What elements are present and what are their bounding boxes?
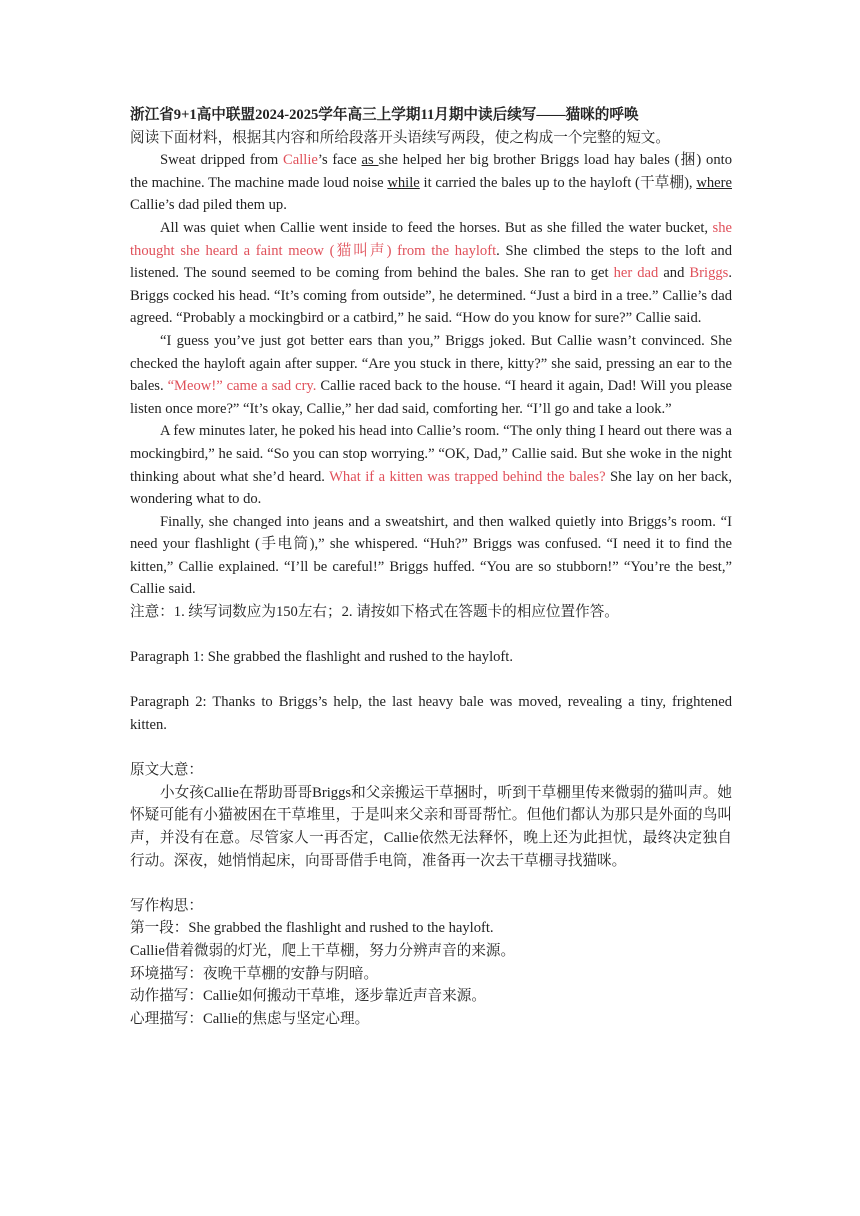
highlight-briggs: Briggs <box>689 265 729 282</box>
highlight-her-dad: her dad <box>613 265 659 282</box>
text-run: . She climbed the steps to the loft and listened. The sound seemed to be coming from behind the bales. She ran to get <box>130 242 732 282</box>
text-run: She lay on her back, wondering what to do. <box>130 468 732 508</box>
note: 注意：1. 续写词数应为150左右；2. 请按如下格式在答题卡的相应位置作答。 <box>130 604 619 621</box>
text-run: and <box>658 265 690 282</box>
instruction: 阅读下面材料，根据其内容和所给段落开头语续写两段，使之构成一个完整的短文。 <box>130 129 670 146</box>
idea-line-1: 第一段：She grabbed the flashlight and rushed to the hayloft. <box>130 920 494 937</box>
story-paragraph-2 <box>130 217 732 330</box>
highlight-faint-meow: she thought she heard a faint meow (猫叫声) from the hayloft <box>130 219 732 259</box>
summary-text: 小女孩Callie在帮助哥哥Briggs和父亲搬运干草捆时，听到干草棚里传来微弱的猫叫声。她怀疑可能有小猫被困在干草堆里，于是叫来父亲和哥哥帮忙。但他们都认为那只是外面的鸟叫声，并没有在意。尽管家人一再否定，Callie依然无法释怀，晚上还为此担忧，最终决定独自行动。深夜，她悄悄起床，向哥哥借手电筒，准备再一次去干草棚寻找猫咪。 <box>130 784 732 869</box>
story-paragraph-3 <box>130 330 732 420</box>
story-paragraph-4 <box>130 420 732 510</box>
idea-line-2: Callie借着微弱的灯光，爬上干草棚，努力分辨声音的来源。 <box>130 942 516 959</box>
underlined-as: as <box>361 152 379 169</box>
highlight-callie: Callie <box>283 152 318 169</box>
paragraph-2-prompt: Paragraph 2: Thanks to Briggs’s help, the last heavy bale was moved, revealing a tiny, frightened kitten. <box>130 694 732 734</box>
idea-heading: 写作构思： <box>130 897 203 914</box>
text-run: it carried the bales up to the hayloft (干草棚), <box>419 174 697 191</box>
spacer <box>130 872 732 895</box>
story-paragraph-1 <box>130 149 732 217</box>
text-run: Sweat dripped from <box>160 152 284 169</box>
highlight-sad-cry: “Meow!” came a sad cry. <box>167 378 317 395</box>
story-paragraph-5: Finally, she changed into jeans and a sweatshirt, and then walked quietly into Briggs’s room. “I need your flashlight (手电筒),” she whispered. “Huh?” Briggs was confused. “I need it to find the kitten,” Callie explained. “I’ll be careful!” Briggs huffed. “You are so stubborn!” “You’re the best,” Callie said. <box>130 513 732 598</box>
spacer <box>130 669 732 692</box>
text-run: “I guess you’ve just got better ears than you,” Briggs joked. But Callie wasn’t convinced. She checked the hayloft again after supper. “Are you stuck in there, kitty?” she said, pressing an ear to the bales. <box>130 332 732 395</box>
document-title: 浙江省9+1高中联盟2024-2025学年高三上学期11月期中读后续写——猫咪的呼唤 <box>130 107 639 123</box>
text-run: All was quiet when Callie went inside to feed the horses. But as she filled the water bucket, <box>160 219 713 236</box>
text-run: Callie’s dad piled them up. <box>130 197 287 214</box>
idea-line-5: 心理描写：Callie的焦虑与坚定心理。 <box>130 1010 370 1027</box>
spacer <box>130 624 732 647</box>
underlined-while: while <box>387 174 420 191</box>
paragraph-1-prompt: Paragraph 1: She grabbed the flashlight and rushed to the hayloft. <box>130 649 513 666</box>
text-run: A few minutes later, he poked his head into Callie’s room. “The only thing I heard out there was a mockingbird,” he said. “So you can stop worrying.” “OK, Dad,” Callie said. But she woke in the night thinking about what she’d heard. <box>130 423 732 485</box>
text-run: ’s face <box>317 152 362 169</box>
spacer <box>130 737 732 760</box>
underlined-where: where <box>696 174 732 191</box>
text-run: . Briggs cocked his head. “It’s coming from outside”, he determined. “Just a bird in a tree.” Callie’s dad agreed. “Probably a mockingbird or a catbird,” he said. “How do you know for sure?” Callie said. <box>130 265 732 327</box>
idea-line-4: 动作描写：Callie如何搬动干草堆，逐步靠近声音来源。 <box>130 988 486 1005</box>
idea-line-3: 环境描写：夜晚干草棚的安静与阴暗。 <box>130 965 379 982</box>
text-run: Callie raced back to the house. “I heard it again, Dad! Will you please listen once more?” “It’s okay, Callie,” her dad said, comforting her. “I’ll go and take a look.” <box>130 378 732 417</box>
text-run: she helped her big brother Briggs load hay bales (捆) onto the machine. The machine made loud noise <box>130 152 732 191</box>
summary-heading: 原文大意： <box>130 762 203 779</box>
highlight-kitten-trapped: What if a kitten was trapped behind the bales? <box>329 468 606 485</box>
